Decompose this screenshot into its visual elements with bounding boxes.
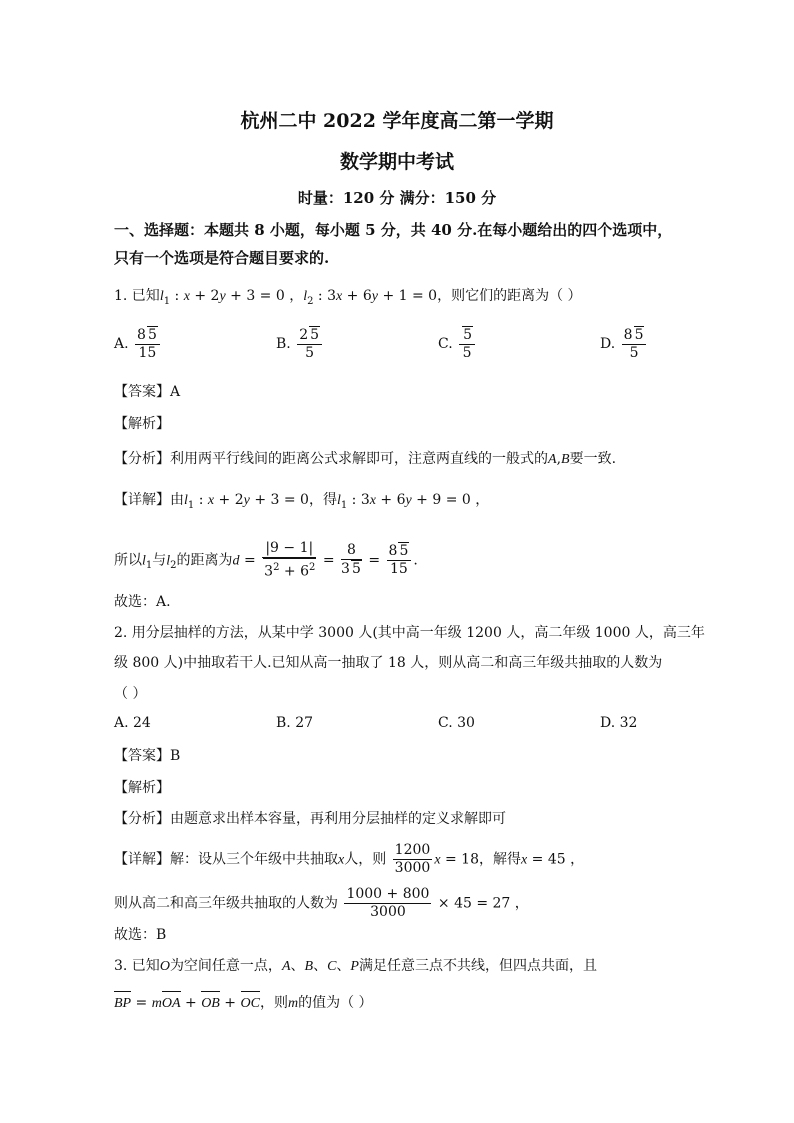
q1-option-a: A. $\frac{8 5}{15}$ xyxy=(114,326,162,362)
q2-option-a: A. 24 xyxy=(114,715,151,731)
q2-stem-line3: （ ） xyxy=(114,686,147,702)
school-title: 杭州二中 2022 学年度高二第一学期 xyxy=(240,110,554,132)
q1-stem: 1. 已知$l_1$ : x + 2y + 3 = 0 ，$l_2$ : 3x + 6y + 1 = 0，则它们的距离为（ ） xyxy=(114,288,582,307)
section-heading-2: 只有一个选项是符合题目要求的. xyxy=(114,249,330,267)
q2-analysis-tag: 【解析】 xyxy=(114,780,170,796)
q2-choose: 故选：B xyxy=(114,927,167,943)
q3-stem-line2: BP = mOA + OB + OC，则m的值为（ ） xyxy=(114,993,373,1014)
q1-detail: 【详解】由$l_1$ : x + 2y + 3 = 0，得$l_1$ : 3x + 6y + 9 = 0 ， xyxy=(114,492,490,511)
q1-option-c: C. $\frac{5}{5}$ xyxy=(438,326,477,362)
q2-option-d: D. 32 xyxy=(600,715,638,731)
q2-fenxi: 【分析】由题意求出样本容量，再利用分层抽样的定义求解即可 xyxy=(114,811,506,827)
q1-option-d: D. $\frac{8 5}{5}$ xyxy=(600,326,648,362)
q1-detail-distance: 所以$l_1$与$l_2$的距离为d = $\frac{|9 - 1|}{3^2 + 6^2}$ = $\frac{8}{3 5}$ = $\frac{8 5}{15}$ . xyxy=(114,540,418,580)
q2-stem-line1: 2. 用分层抽样的方法，从某中学 3000 人(其中高一年级 1200 人，高二年级 1000 人，高三年 xyxy=(114,625,705,641)
q2-detail-result: 则从高二和高三年级共抽取的人数为 $\frac{1000 + 800}{3000}$ × 45 = 27 ， xyxy=(114,886,529,920)
q1-analysis-tag: 【解析】 xyxy=(114,416,170,432)
q2-stem-line2: 级 800 人)中抽取若干人.已知从高一抽取了 18 人，则从高二和高三年级共抽取的人数为 xyxy=(114,655,663,671)
q3-stem-line1: 3. 已知O为空间任意一点，A、B、C、P满足任意三点不共线，但四点共面，且 xyxy=(114,958,597,974)
q2-answer: 【答案】B xyxy=(114,748,181,764)
q1-option-b: B. $\frac{2 5}{5}$ xyxy=(276,326,324,362)
q1-answer: 【答案】A xyxy=(114,384,181,400)
q2-detail: 【详解】解：设从三个年级中共抽取x人，则 $\frac{1200}{3000}$ x = 18，解得x = 45 ， xyxy=(114,842,585,876)
q1-choose: 故选：A. xyxy=(114,594,171,610)
q1-fenxi: 【分析】利用两平行线间的距离公式求解即可，注意两直线的一般式的A,B要一致. xyxy=(114,451,617,467)
exam-meta: 时量：120 分 满分：150 分 xyxy=(297,189,497,207)
q2-option-c: C. 30 xyxy=(438,715,475,731)
q2-option-b: B. 27 xyxy=(276,715,314,731)
section-heading-1: 一、选择题：本题共 8 小题，每小题 5 分，共 40 分.在每小题给出的四个选项中， xyxy=(114,221,673,239)
exam-title: 数学期中考试 xyxy=(339,151,454,173)
